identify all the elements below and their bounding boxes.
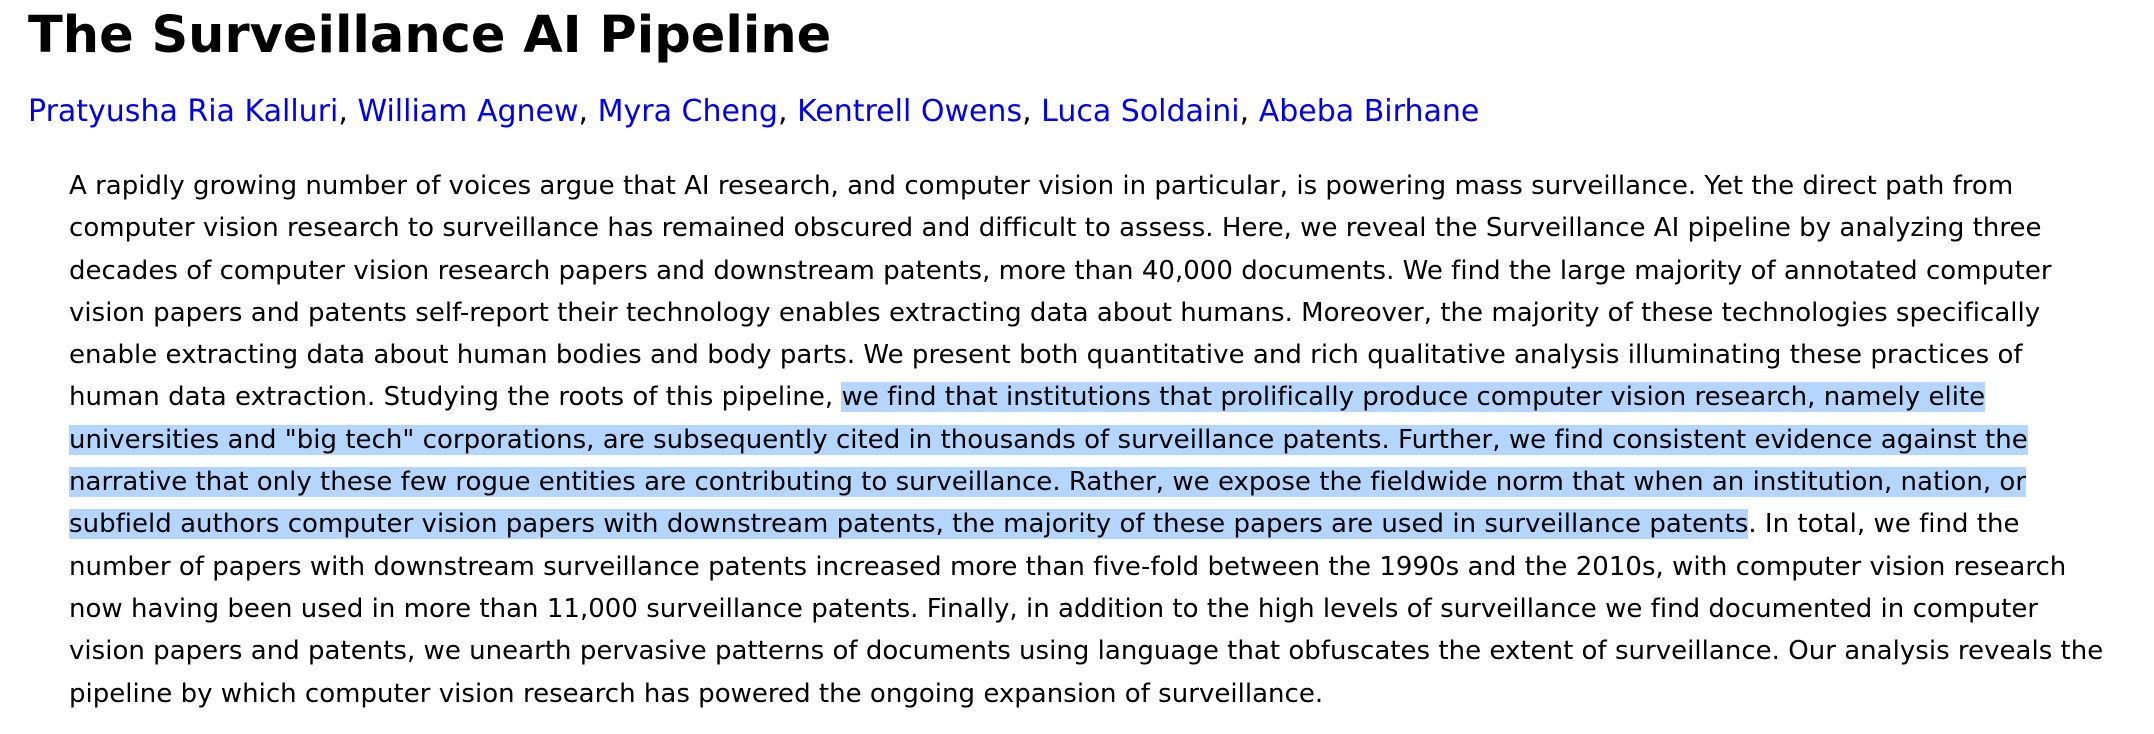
abstract-line: number of papers with downstream surveillance patents increased more than five-fold between the 1990s and the 2010s, with computer vision research (69, 551, 2067, 582)
abstract-line (69, 419, 2129, 461)
selected-text-highlight: subfield authors computer vision papers with downstream patents, the majority of these papers are used in surveillance patents (69, 509, 1749, 540)
selected-text-highlight: narrative that only these few rogue entities are contributing to surveillance. Rather, we expose the fieldwide norm that when an institution, nation, or (69, 467, 2027, 498)
abstract-line (69, 461, 2129, 503)
abstract-line: decades of computer vision research papers and downstream patents, more than 40,000 documents. We find the large majority of annotated computer (69, 255, 2052, 286)
abstract-line: vision papers and patents self-report their technology enables extracting data about humans. Moreover, the majority of these technologies specifically (69, 297, 2041, 328)
author-link[interactable]: Luca Soldaini (1041, 94, 1240, 129)
selected-text-highlight: we find that institutions that prolifically produce computer vision research, namely elite (841, 382, 1986, 413)
author-separator: , (777, 94, 788, 129)
author-link[interactable]: Abeba Birhane (1258, 94, 1480, 129)
abstract-line: pipeline by which computer vision research has powered the ongoing expansion of surveillance. (69, 678, 1324, 709)
author-separator: , (338, 94, 348, 129)
abstract-line: now having been used in more than 11,000 surveillance patents. Finally, in addition to the high levels of surveillance we find documented in computer (69, 593, 2039, 624)
author-link[interactable]: Pratyusha Ria Kalluri (28, 94, 339, 129)
abstract-line: vision papers and patents, we unearth pervasive patterns of documents using language that obfuscates the extent of surveillance. Our analysis reveals the (69, 636, 2104, 667)
author-link[interactable]: Kentrell Owens (797, 94, 1023, 129)
author-separator: , (1022, 94, 1032, 129)
abstract-line (69, 503, 2129, 545)
abstract-text[interactable] (69, 165, 2129, 715)
author-list (28, 88, 1479, 136)
abstract-text-segment: . In total, we find the (1748, 509, 2020, 540)
abstract-line: A rapidly growing number of voices argue that AI research, and computer vision in particular, is powering mass surveillance. Yet the direct path from (69, 171, 2014, 201)
author-separator: , (578, 94, 589, 129)
author-link[interactable]: Myra Cheng (597, 94, 778, 129)
abstract-text-segment: human data extraction. Studying the roots of this pipeline, (69, 382, 842, 413)
author-link[interactable]: William Agnew (357, 94, 579, 129)
selected-text-highlight: universities and "big tech" corporations, are subsequently cited in thousands of surveillance patents. Further, we find consistent evidence against the (69, 424, 2028, 455)
abstract-line (69, 376, 2129, 418)
abstract-line: enable extracting data about human bodies and body parts. We present both quantitative and rich qualitative analysis illuminating these practices of (69, 340, 2023, 371)
abstract-line: computer vision research to surveillance has remained obscured and difficult to assess. Here, we reveal the Surveillance AI pipeline by analyzing three (69, 213, 2042, 244)
paper-title: The Surveillance AI Pipeline (28, 6, 832, 65)
author-separator: , (1239, 94, 1250, 129)
